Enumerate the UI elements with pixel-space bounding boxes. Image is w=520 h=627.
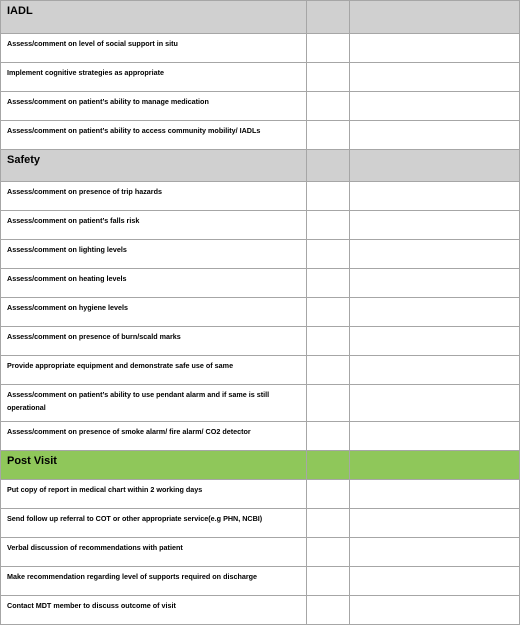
item-label: Implement cognitive strategies as appropriate [1,63,307,92]
table-row [1,240,520,269]
table-row [1,385,520,422]
table-row [1,34,520,63]
table-row [1,63,520,92]
table-row [1,422,520,451]
comment-cell[interactable] [350,327,520,356]
check-cell[interactable] [307,567,350,596]
check-cell[interactable] [307,385,350,422]
item-label: Assess/comment on patient’s ability to manage medication [1,92,307,121]
item-label: Assess/comment on level of social support in situ [1,34,307,63]
table-row [1,182,520,211]
comment-cell[interactable] [350,240,520,269]
check-cell[interactable] [307,327,350,356]
table-row [1,269,520,298]
check-cell[interactable] [307,298,350,327]
item-label: Assess/comment on presence of burn/scald marks [1,327,307,356]
table-row [1,538,520,567]
table-row [1,567,520,596]
check-cell[interactable] [307,596,350,625]
comment-cell[interactable] [350,385,520,422]
comment-cell[interactable] [350,63,520,92]
comment-cell[interactable] [350,182,520,211]
section-header-iadl [1,1,520,34]
check-cell[interactable] [307,121,350,150]
item-label: Assess/comment on presence of smoke alarm/ fire alarm/ CO2 detector [1,422,307,451]
check-cell[interactable] [307,509,350,538]
table-row [1,356,520,385]
check-cell[interactable] [307,451,350,480]
comment-cell[interactable] [350,34,520,63]
table-row [1,211,520,240]
comment-cell[interactable] [350,567,520,596]
check-cell[interactable] [307,1,350,34]
item-label: Assess/comment on lighting levels [1,240,307,269]
comment-cell[interactable] [350,596,520,625]
item-label: Assess/comment on hygiene levels [1,298,307,327]
check-cell[interactable] [307,150,350,182]
table-row [1,327,520,356]
item-label: Provide appropriate equipment and demonstrate safe use of same [1,356,307,385]
check-cell[interactable] [307,34,350,63]
check-cell[interactable] [307,480,350,509]
item-label: Contact MDT member to discuss outcome of visit [1,596,307,625]
table-row [1,480,520,509]
section-title: IADL [1,1,307,34]
comment-cell[interactable] [350,1,520,34]
comment-cell[interactable] [350,121,520,150]
comment-cell[interactable] [350,211,520,240]
item-label: Assess/comment on presence of trip hazards [1,182,307,211]
comment-cell[interactable] [350,150,520,182]
section-title: Safety [1,150,307,182]
comment-cell[interactable] [350,509,520,538]
section-header-post-visit [1,451,520,480]
table-row [1,298,520,327]
item-label: Verbal discussion of recommendations with patient [1,538,307,567]
check-cell[interactable] [307,211,350,240]
check-cell[interactable] [307,538,350,567]
item-label: Make recommendation regarding level of supports required on discharge [1,567,307,596]
check-cell[interactable] [307,92,350,121]
comment-cell[interactable] [350,538,520,567]
table-row [1,509,520,538]
table-row [1,121,520,150]
comment-cell[interactable] [350,451,520,480]
comment-cell[interactable] [350,269,520,298]
item-label: Assess/comment on patient’s falls risk [1,211,307,240]
check-cell[interactable] [307,182,350,211]
item-label: Put copy of report in medical chart within 2 working days [1,480,307,509]
item-label: Assess/comment on heating levels [1,269,307,298]
item-label: Send follow up referral to COT or other appropriate service(e.g PHN, NCBI) [1,509,307,538]
section-title: Post Visit [1,451,307,480]
comment-cell[interactable] [350,298,520,327]
section-header-safety [1,150,520,182]
item-label: Assess/comment on patient’s ability to access community mobility/ IADLs [1,121,307,150]
check-cell[interactable] [307,269,350,298]
check-cell[interactable] [307,356,350,385]
comment-cell[interactable] [350,92,520,121]
table-row [1,92,520,121]
item-label: Assess/comment on patient’s ability to use pendant alarm and if same is still operational [1,385,307,422]
check-cell[interactable] [307,63,350,92]
check-cell[interactable] [307,240,350,269]
table-row [1,596,520,625]
comment-cell[interactable] [350,422,520,451]
comment-cell[interactable] [350,356,520,385]
check-cell[interactable] [307,422,350,451]
comment-cell[interactable] [350,480,520,509]
